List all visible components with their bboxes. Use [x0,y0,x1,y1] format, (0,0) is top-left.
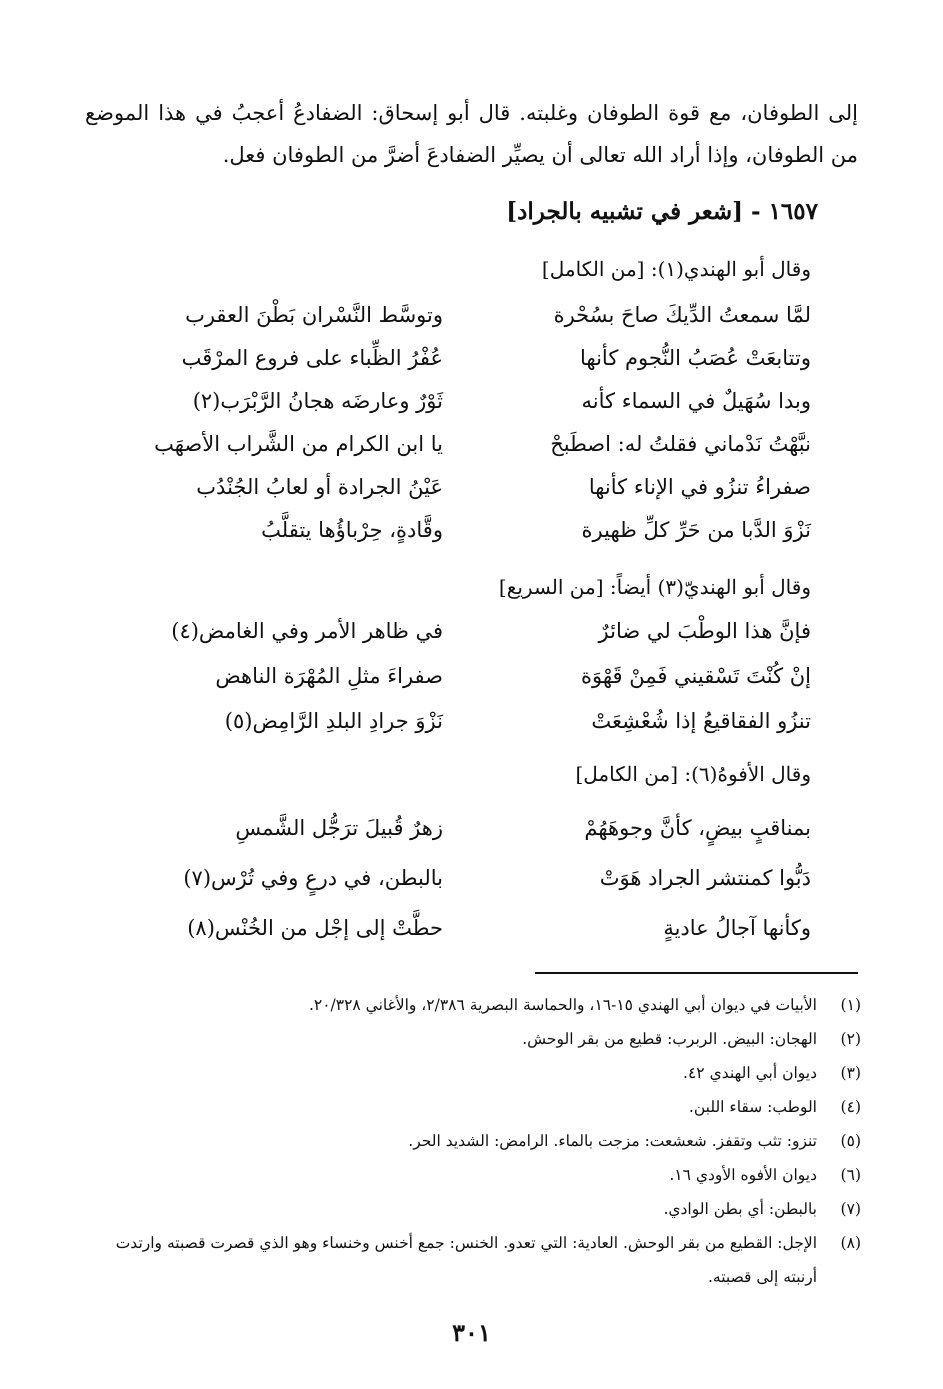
footnote-text: الأبيات في ديوان أبي الهندي ١٥-١٦، والحماسة البصرية ٢/٣٨٦، والأغاني ٢٠/٣٢٨. [308,996,817,1014]
footnote [85,1056,861,1090]
verse-first-hemistich: وكأنها آجالُ عاديةٍ [663,916,811,940]
footnote-number: (٥) [840,1132,861,1150]
page-number: ٣٠١ [452,1318,491,1347]
footnote-number: (٨) [840,1234,861,1252]
verse-second-hemistich: يا ابن الكرام من الشَّراب الأصهَب [154,432,443,456]
verse-line [0,916,943,966]
footnote [85,1226,861,1294]
verse-first-hemistich: فإنَّ هذا الوطْبَ لي ضائرٌ [598,619,811,643]
verse-first-hemistich: تنزُو الفقاقيعُ إذا شُعْشِعَتْ [591,709,811,733]
verse-second-hemistich: في ظاهر الأمر وفي الغامض(٤) [171,619,443,643]
verse-first-hemistich: صفراءُ تنزُو في الإناء كأنها [588,475,811,499]
verse-second-hemistich: صفراءَ مثلِ المُهْرَة الناهض [215,664,443,688]
verse-first-hemistich: دَبُّوا كمنتشر الجراد هَوَتْ [599,866,811,890]
verse-line [0,664,943,714]
verse-first-hemistich: وتتابعَتْ عُصَبُ النُّجوم كأنها [580,346,811,370]
poem-intro: وقال أبو الهندي(١): [من الكامل] [541,257,811,281]
footnote-number: (٦) [840,1166,861,1184]
footnote [85,1192,861,1226]
footnote [85,1090,861,1124]
footnote-number: (٤) [840,1098,861,1116]
verse-line [0,518,943,568]
verse-second-hemistich: عُفْرُ الظِّباء على فروع المرْقَب [181,346,443,370]
poem-intro: وقال أبو الهنديّ(٣) أيضاً: [من السريع] [498,575,811,599]
footnote-text: بالبطن: أي بطن الوادي. [663,1200,817,1218]
verse-second-hemistich: بالبطن، في درعٍ وفي تُرْس(٧) [183,866,443,890]
verse-second-hemistich: وتوسَّط النَّسْران بَطْنَ العقرب [185,303,443,327]
footnote-number: (٣) [840,1064,861,1082]
poem-intro: وقال الأفوهُ(٦): [من الكامل] [575,762,811,786]
verse-first-hemistich: نَزْوَ الدَّبا من حَرِّ كلِّ ظهيرة [581,518,811,542]
footnote-text: الإجل: القطيع من بقر الوحش. العادية: التي تعدو. الخنس: جمع أخنس وخنساء وهو الذي قصرت قصبته وارتدت أرنبته إلى قصبته. [115,1234,817,1286]
footnote-number: (٧) [840,1200,861,1218]
footnote [85,988,861,1022]
footnote-text: الوطب: سقاء اللبن. [688,1098,817,1116]
verse-second-hemistich: حطَّتْ إلى إجْل من الخُنْس(٨) [187,916,443,940]
verse-line [0,866,943,916]
section-heading: ١٦٥٧ - [شعر في تشبيه بالجراد] [506,198,818,225]
footnotes [85,988,861,1294]
verse-first-hemistich: لمَّا سمعتُ الدِّيكَ صاحَ بسُحْرة [553,303,811,327]
footnote-text: ديوان أبي الهندي ٤٢. [683,1064,817,1082]
verse-second-hemistich: ثَوْرٌ وعارضَه هجانُ الرَّبْرَب(٢) [192,389,443,413]
verse-second-hemistich: عَيْنُ الجرادة أو لعابُ الجُنْدُب [196,475,443,499]
verse-line [0,709,943,759]
footnote-number: (٢) [840,1030,861,1048]
footnote-text: الهجان: البيض. الربرب: قطيع من بقر الوحش. [522,1030,817,1048]
verse-second-hemistich: زهرٌ قُبيلَ ترَجُّل الشَّمسِ [235,816,443,840]
verse-first-hemistich: بمناقبٍ بيضٍ، كأنَّ وجوهَهُمْ [584,816,811,840]
verse-line [0,816,943,866]
verse-first-hemistich: وبدا سُهَيلٌ في السماء كأنه [581,389,811,413]
verse-line [0,619,943,669]
footnote-number: (١) [840,996,861,1014]
verse-second-hemistich: نَزْوَ جرادِ البلدِ الرَّامِض(٥) [224,709,443,733]
footnote-separator [535,972,858,974]
footnote [85,1124,861,1158]
footnote-text: ديوان الأفوه الأودي ١٦. [669,1166,817,1184]
footnote [85,1158,861,1192]
prose-paragraph: إلى الطوفان، مع قوة الطوفان وغلبته. قال أبو إسحاق: الضفادعُ أعجبُ في هذا الموضع من الطوفان، وإذا أراد الله تعالى أن يصيِّر الضفادعَ أضرَّ من الطوفان فعل. [85,101,858,167]
footnote [85,1022,861,1056]
verse-second-hemistich: وقَّادةٍ، حِرْباؤُها يتقلَّبُ [261,518,443,542]
verse-first-hemistich: نبَّهْتُ نَدْماني فقلتُ له: اصطَبحْ [550,432,811,456]
verse-first-hemistich: إنْ كُنْتَ تَسْقيني فَمِنْ قَهْوَة [580,664,811,688]
footnote-text: تنزو: تثب وتقفز. شعشعت: مزجت بالماء. الرامض: الشديد الحر. [408,1132,817,1150]
